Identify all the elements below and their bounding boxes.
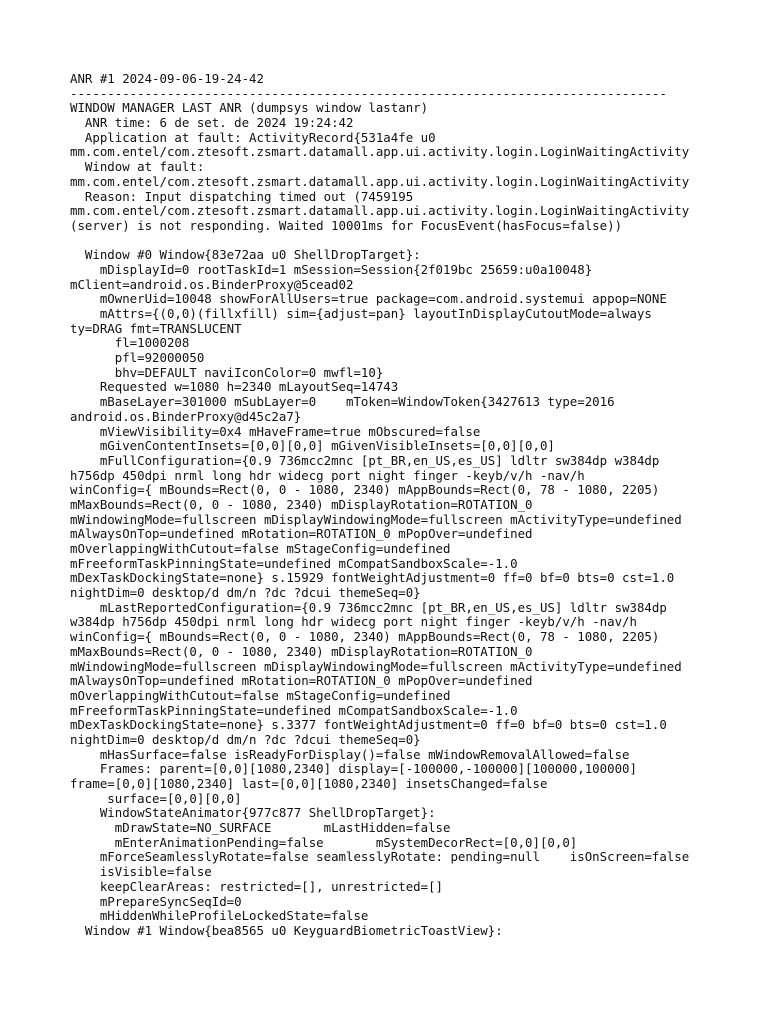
log-line: Requested w=1080 h=2340 mLayoutSeq=14743 (70, 379, 399, 395)
blank-line (70, 234, 760, 249)
log-line: mOwnerUid=10048 showForAllUsers=true package=com.android.systemui appop=NONE (70, 291, 667, 307)
log-line: WindowStateAnimator{977c877 ShellDropTarget}: (70, 805, 436, 821)
window-heading: Window #0 Window{83e72aa u0 ShellDropTarget}: (70, 247, 421, 263)
log-line: mm.com.entel/com.ztesoft.zsmart.datamall.app.ui.activity.login.LoginWaitingActivity (70, 203, 690, 219)
log-line: mGivenContentInsets=[0,0][0,0] mGivenVisibleInsets=[0,0][0,0] (70, 438, 555, 454)
log-line: android.os.BinderProxy@d45c2a7} (70, 408, 302, 424)
log-line: Frames: parent=[0,0][1080,2340] display=[-100000,-100000][100000,100000] (70, 761, 637, 777)
log-line: Window at fault: (70, 159, 205, 175)
log-line: mFreeformTaskPinningState=undefined mCompatSandboxScale=-1.0 (70, 702, 518, 718)
log-line: mHasSurface=false isReadyForDisplay()=false mWindowRemovalAllowed=false (70, 746, 630, 762)
log-line: mForceSeamlesslyRotate=false seamlesslyRotate: pending=null isOnScreen=false (70, 849, 690, 865)
log-line: nightDim=0 desktop/d dm/n ?dc ?dcui themeSeq=0} (70, 585, 421, 601)
log-line: surface=[0,0][0,0] (70, 790, 242, 806)
log-title: ANR #1 2024-09-06-19-24-42 (70, 71, 264, 86)
log-line: pfl=92000050 (70, 350, 205, 366)
log-line: mDrawState=NO_SURFACE mLastHidden=false (70, 820, 451, 836)
log-line: mDexTaskDockingState=none} s.3377 fontWeightAdjustment=0 ff=0 bf=0 bts=0 cst=1.0 (70, 717, 667, 733)
log-line: mFreeformTaskPinningState=undefined mCompatSandboxScale=-1.0 (70, 555, 518, 571)
log-line: fl=1000208 (70, 335, 190, 351)
log-line: frame=[0,0][1080,2340] last=[0,0][1080,2340] insetsChanged=false (70, 776, 548, 791)
log-line: mBaseLayer=301000 mSubLayer=0 mToken=WindowToken{3427613 type=2016 (70, 394, 615, 410)
log-line: mPrepareSyncSeqId=0 (70, 893, 242, 909)
log-line: (server) is not responding. Waited 10001ms for FocusEvent(hasFocus=false)) (70, 217, 623, 233)
log-line: w384dp h756dp 450dpi nrml long hdr widecg port night finger -keyb/v/h -nav/h (70, 614, 637, 630)
log-line: mHiddenWhileProfileLockedState=false (70, 908, 369, 924)
log-line: mMaxBounds=Rect(0, 0 - 1080, 2340) mDisplayRotation=ROTATION_0 (70, 496, 533, 512)
log-line: mOverlappingWithCutout=false mStageConfig=undefined (70, 541, 451, 556)
log-line: mLastReportedConfiguration={0.9 736mcc2mnc [pt_BR,en_US,es_US] ldltr sw384dp (70, 599, 667, 615)
log-line: ty=DRAG fmt=TRANSLUCENT (70, 320, 242, 336)
log-line: mClient=android.os.BinderProxy@5cead02 (70, 276, 354, 292)
log-line: mDexTaskDockingState=none} s.15929 fontWeightAdjustment=0 ff=0 bf=0 bts=0 cst=1.0 (70, 570, 675, 586)
log-line: mAttrs={(0,0)(fillxfill) sim={adjust=pan} layoutInDisplayCutoutMode=always (70, 306, 652, 321)
window-heading: Window #1 Window{bea8565 u0 KeyguardBiometricToastView}: (70, 922, 503, 938)
log-line: winConfig={ mBounds=Rect(0, 0 - 1080, 2340) mAppBounds=Rect(0, 78 - 1080, 2205) (70, 482, 660, 498)
log-line: Application at fault: ActivityRecord{531a4fe u0 (70, 129, 436, 145)
log-line: bhv=DEFAULT naviIconColor=0 mwfl=10} (70, 364, 384, 380)
log-line: isVisible=false (70, 864, 212, 880)
log-line: mOverlappingWithCutout=false mStageConfig=undefined (70, 687, 451, 703)
log-line: mAlwaysOnTop=undefined mRotation=ROTATION_0 mPopOver=undefined (70, 673, 533, 689)
log-line: mFullConfiguration={0.9 736mcc2mnc [pt_BR,en_US,es_US] ldltr sw384dp w384dp (70, 452, 660, 468)
log-line: mDisplayId=0 rootTaskId=1 mSession=Session{2f019bc 25659:u0a10048} (70, 261, 593, 277)
log-line: winConfig={ mBounds=Rect(0, 0 - 1080, 2340) mAppBounds=Rect(0, 78 - 1080, 2205) (70, 629, 660, 645)
log-line: mm.com.entel/com.ztesoft.zsmart.datamall.app.ui.activity.login.LoginWaitingActivity (70, 173, 690, 189)
log-line: keepClearAreas: restricted=[], unrestricted=[] (70, 878, 443, 894)
log-line: mMaxBounds=Rect(0, 0 - 1080, 2340) mDisplayRotation=ROTATION_0 (70, 643, 533, 659)
log-line: mEnterAnimationPending=false mSystemDecorRect=[0,0][0,0] (70, 834, 578, 850)
log-line: Reason: Input dispatching timed out (7459195 (70, 188, 414, 204)
log-line: mWindowingMode=fullscreen mDisplayWindowingMode=fullscreen mActivityType=undefined (70, 658, 682, 674)
log-line: h756dp 450dpi nrml long hdr widecg port night finger -keyb/v/h -nav/h (70, 467, 585, 483)
log-line: ANR time: 6 de set. de 2024 19:24:42 (70, 115, 354, 131)
separator-line: -------------------------------------------------------------------------------- (70, 85, 667, 101)
log-line: mm.com.entel/com.ztesoft.zsmart.datamall.app.ui.activity.login.LoginWaitingActivity (70, 144, 690, 160)
log-line: mViewVisibility=0x4 mHaveFrame=true mObscured=false (70, 423, 481, 439)
log-line: nightDim=0 desktop/d dm/n ?dc ?dcui themeSeq=0} (70, 731, 421, 747)
log-line: mWindowingMode=fullscreen mDisplayWindowingMode=fullscreen mActivityType=undefined (70, 511, 682, 527)
log-line: mAlwaysOnTop=undefined mRotation=ROTATION_0 mPopOver=undefined (70, 526, 533, 542)
section-heading: WINDOW MANAGER LAST ANR (dumpsys window lastanr) (70, 100, 429, 116)
anr-log-document (70, 72, 760, 939)
